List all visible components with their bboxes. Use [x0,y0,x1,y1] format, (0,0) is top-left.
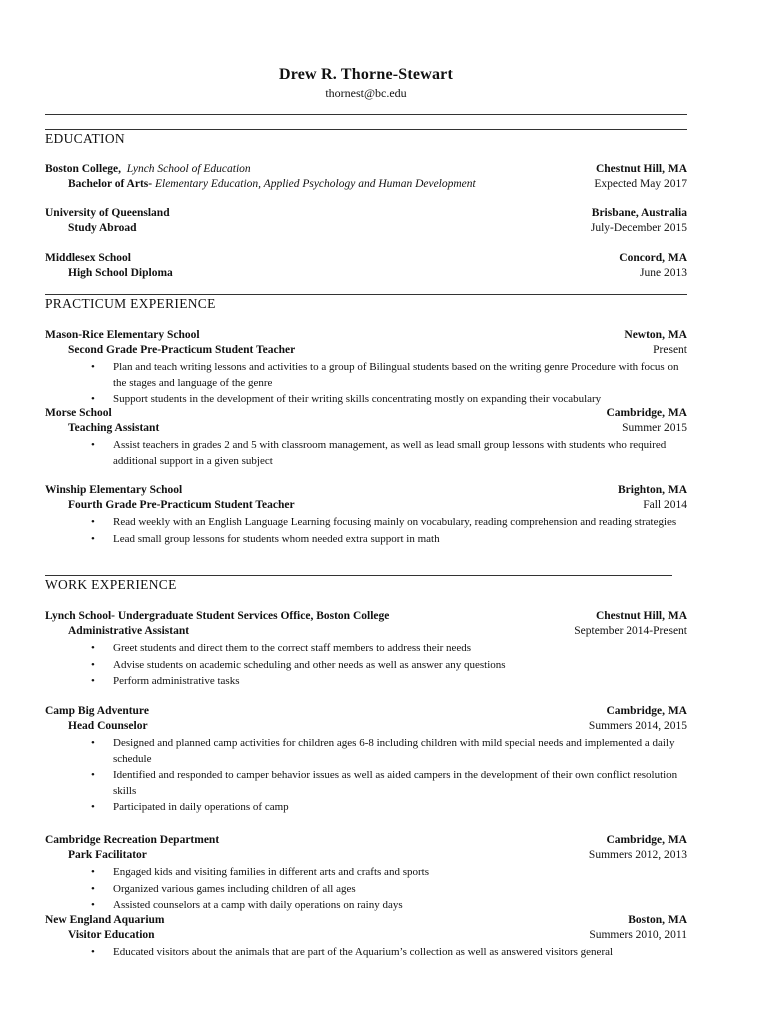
bullet-icon: • [91,393,95,405]
bullet-item: • Lead small group lessons for students whom needed extra support in math [113,532,687,548]
education-degree: Bachelor of Arts- [68,178,153,190]
bullet-icon: • [91,737,95,749]
experience-date: Fall 2014 [643,499,687,511]
experience-date: Present [653,344,687,356]
candidate-email[interactable]: thornest@bc.edu [325,86,407,100]
bullet-item: • Greet students and direct them to the correct staff members to address their needs [113,641,687,657]
header-divider-bottom [45,129,687,130]
experience-org: Lynch School- Undergraduate Student Services Office, Boston College [45,610,390,622]
section-divider [45,294,687,295]
experience-date: Summers 2014, 2015 [588,720,687,732]
bullet-item: • Assist teachers in grades 2 and 5 with classroom management, as well as lead small group lessons with students who required additional support in a given subject [91,439,667,467]
bullet-item: • Support students in the development of their writing skills concentrating mostly on expanding their vocabulary [113,392,687,408]
bullet-item: • Advise students on academic scheduling and other needs as well as answer any questions [113,658,687,674]
education-org: Middlesex School [45,252,131,264]
section-divider [45,575,672,576]
bullet-icon: • [91,658,95,671]
experience-date: Summer 2015 [622,422,687,434]
bullet-item: • Organized various games including children of all ages [113,882,687,898]
bullet-item: • Engaged kids and visiting families in different arts and crafts and sports [113,865,687,881]
bullet-icon: • [91,532,95,545]
bullet-icon: • [91,866,95,878]
experience-entry [45,913,687,962]
experience-org: Cambridge Recreation Department [45,834,220,846]
bullet-item: • Educated visitors about the animals that are part of the Aquarium’s collection as well as answered visitors general [113,945,687,961]
education-date: June 2013 [640,267,687,279]
experience-entry [45,483,687,548]
experience-org: Camp Big Adventure [45,705,149,717]
bullet-icon: • [91,946,95,958]
experience-role: Head Counselor [68,720,148,732]
experience-location: Cambridge, MA [606,705,687,717]
bullet-list [45,641,687,690]
candidate-name: Drew R. Thorne-Stewart [278,66,453,83]
bullet-item: • Plan and teach writing lessons and activities to a group of Bilingual students based on the writing genre Procedure with focus on the stages and language of the genre [91,361,679,389]
header-divider-top [45,114,687,115]
experience-role: Visitor Education [68,929,155,941]
education-entry [45,251,687,281]
experience-entry [45,406,687,470]
bullet-icon: • [91,439,95,451]
section-title-education: EDUCATION [45,131,125,146]
experience-org: Winship Elementary School [45,484,183,496]
bullet-list [45,736,687,816]
experience-entry [45,833,687,915]
experience-role: Fourth Grade Pre-Practicum Student Teacher [68,499,295,511]
education-location: Concord, MA [619,252,687,264]
experience-entry [45,609,687,691]
experience-location: Boston, MA [628,914,687,926]
bullet-list [45,360,687,408]
experience-location: Brighton, MA [618,484,687,496]
bullet-item: • Identified and responded to camper behavior issues as well as aided campers in the development of their own conflict resolution skills [91,769,678,797]
bullet-icon: • [91,361,95,373]
bullet-list [45,438,687,469]
bullet-icon: • [91,642,95,654]
education-entry [45,206,687,236]
experience-date: September 2014-Present [574,625,687,637]
bullet-icon: • [91,882,95,895]
section-title-practicum: PRACTICUM EXPERIENCE [45,296,216,311]
bullet-icon: • [91,899,95,911]
bullet-list [45,515,687,547]
bullet-list [45,865,687,914]
experience-location: Cambridge, MA [606,834,687,846]
experience-entry [45,704,687,817]
experience-role: Teaching Assistant [68,422,160,434]
bullet-item: • Participated in daily operations of camp [113,800,687,816]
bullet-item: • Perform administrative tasks [113,674,687,690]
bullet-icon: • [91,675,95,687]
experience-date: Summers 2012, 2013 [588,849,687,861]
section-title-work: WORK EXPERIENCE [45,577,177,592]
education-location: Brisbane, Australia [591,207,687,219]
experience-role: Park Facilitator [68,849,147,861]
education-date: July-December 2015 [590,222,687,234]
experience-location: Chestnut Hill, MA [595,610,687,622]
education-org-detail: Lynch School of Education [126,163,251,175]
education-location: Chestnut Hill, MA [595,163,687,175]
bullet-icon: • [91,769,95,781]
experience-role: Second Grade Pre-Practicum Student Teacher [68,344,296,356]
experience-date: Summers 2010, 2011 [589,929,687,941]
experience-entry [45,328,687,409]
experience-org: New England Aquarium [45,914,165,926]
bullet-icon: • [91,801,95,813]
experience-role: Administrative Assistant [68,625,190,637]
experience-org: Mason-Rice Elementary School [45,329,200,341]
education-entry [45,162,687,192]
experience-org: Morse School [45,407,112,419]
education-org: University of Queensland [45,207,170,219]
education-org: Boston College, [45,163,122,175]
education-degree: Study Abroad [68,222,137,234]
bullet-list [45,945,687,961]
bullet-item: • Designed and planned camp activities for children ages 6-8 including children with mild special needs and implemented a daily schedule [91,737,675,765]
experience-location: Newton, MA [624,329,687,341]
bullet-item: • Read weekly with an English Language Learning focusing mainly on vocabulary, reading comprehension and reading strategies [113,515,687,531]
education-degree: High School Diploma [68,267,173,279]
education-date: Expected May 2017 [594,178,687,190]
education-degree-detail: Elementary Education, Applied Psychology and Human Development [154,178,476,190]
experience-location: Cambridge, MA [606,407,687,419]
bullet-icon: • [91,516,95,528]
bullet-item: • Assisted counselors at a camp with daily operations on rainy days [113,898,687,914]
